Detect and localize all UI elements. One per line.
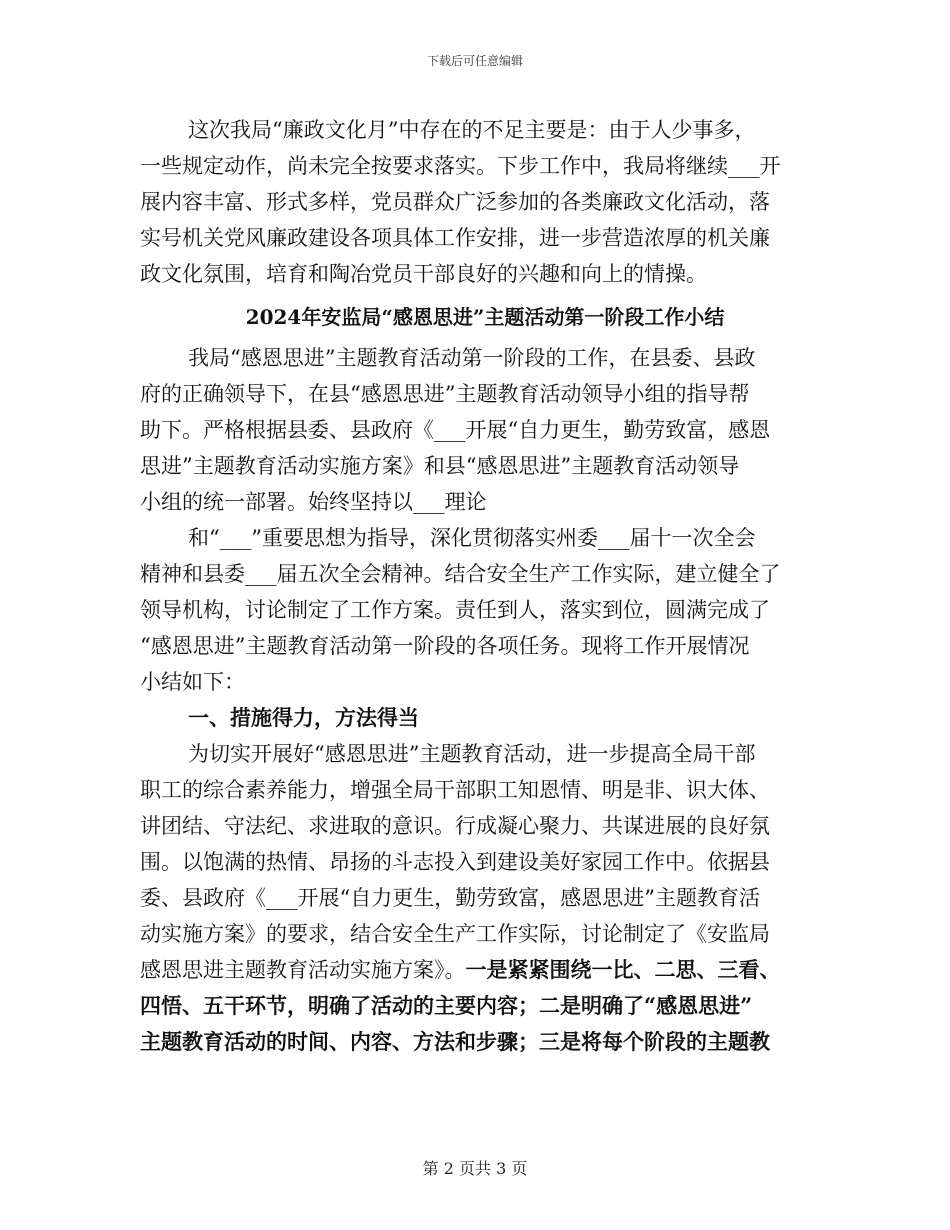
text-line: 小结如下： [140, 670, 245, 694]
text-line: 和“___”重要思想为指导，深化贯彻落实州委___届十一次全会 [188, 526, 756, 550]
text-line: 我局“感恩思进”主题教育活动第一阶段的工作，在县委、县政 [188, 346, 756, 370]
text-line: 为切实开展好“感恩思进”主题教育活动，进一步提高全局干部 [188, 742, 756, 766]
text-line: 动实施方案》的要求，结合安全生产工作实际，讨论制定了《安监局 [140, 922, 770, 946]
text-line: 围。以饱满的热情、昂扬的斗志投入到建设美好家园工作中。依据县 [140, 850, 770, 874]
paragraph-closing-remarks [140, 112, 830, 292]
text-line: 实号机关党风廉政建设各项具体工作安排，进一步营造浓厚的机关廉 [140, 226, 770, 250]
text-line: 一些规定动作，尚未完全按要求落实。下步工作中，我局将继续___开 [140, 154, 781, 178]
text-line-bold: 主题教育活动的时间、内容、方法和步骤；三是将每个阶段的主题教 [140, 1029, 770, 1054]
text-line: 这次我局“廉政文化月”中存在的不足主要是：由于人少事多， [188, 118, 756, 142]
text-normal: 感恩思进主题教育活动实施方案》。 [140, 958, 466, 982]
text-line: 领导机构，讨论制定了工作方案。责任到人，落实到位，圆满完成了 [140, 598, 770, 622]
text-line: 展内容丰富、形式多样，党员群众广泛参加的各类廉政文化活动，落 [140, 190, 770, 214]
text-line: 讲团结、守法纪、求进取的意识。行成凝心聚力、共谋进展的良好氛 [140, 814, 770, 838]
text-line: 委、县政府《___开展“自力更生，勤劳致富，感恩思进”主题教育活 [140, 886, 760, 910]
section-heading-1: 一、措施得力，方法得当 [188, 705, 419, 730]
page-header: 下载后可任意编辑 [426, 54, 523, 68]
text-line: 政文化氛围，培育和陶冶党员干部良好的兴趣和向上的情操。 [140, 262, 707, 286]
text-line-bold: 四悟、五干环节，明确了活动的主要内容；二是明确了“感恩思进” [140, 993, 753, 1018]
text-line: 府的正确领导下，在县“感恩思进”主题教育活动领导小组的指导帮 [140, 382, 750, 406]
text-line: 职工的综合素养能力，增强全局干部职工知恩情、明是非、识大体、 [140, 778, 770, 802]
text-line: 精神和县委___届五次全会精神。结合安全生产工作实际，建立健全了 [140, 562, 781, 586]
paragraph-measures [140, 736, 830, 1060]
text-bold: 一是紧紧围绕一比、二思、三看、 [465, 957, 781, 982]
page-footer: 第 2 页共 3 页 [422, 1159, 528, 1178]
document-body [140, 112, 830, 1060]
text-line: “感恩思进”主题教育活动第一阶段的各项任务。现将工作开展情况 [140, 634, 750, 658]
text-line: 助下。严格根据县委、县政府《___开展“自力更生，勤劳致富，感恩 [140, 418, 771, 442]
text-line-mixed [140, 952, 830, 988]
text-line: 思进”主题教育活动实施方案》和县“感恩思进”主题教育活动领导 [140, 454, 740, 478]
section-title: 2024年安监局“感恩思进”主题活动第一阶段工作小结 [245, 305, 725, 329]
paragraph-guidance [140, 520, 830, 700]
paragraph-intro [140, 340, 830, 520]
text-line: 小组的统一部署。始终坚持以___理论 [140, 490, 487, 514]
